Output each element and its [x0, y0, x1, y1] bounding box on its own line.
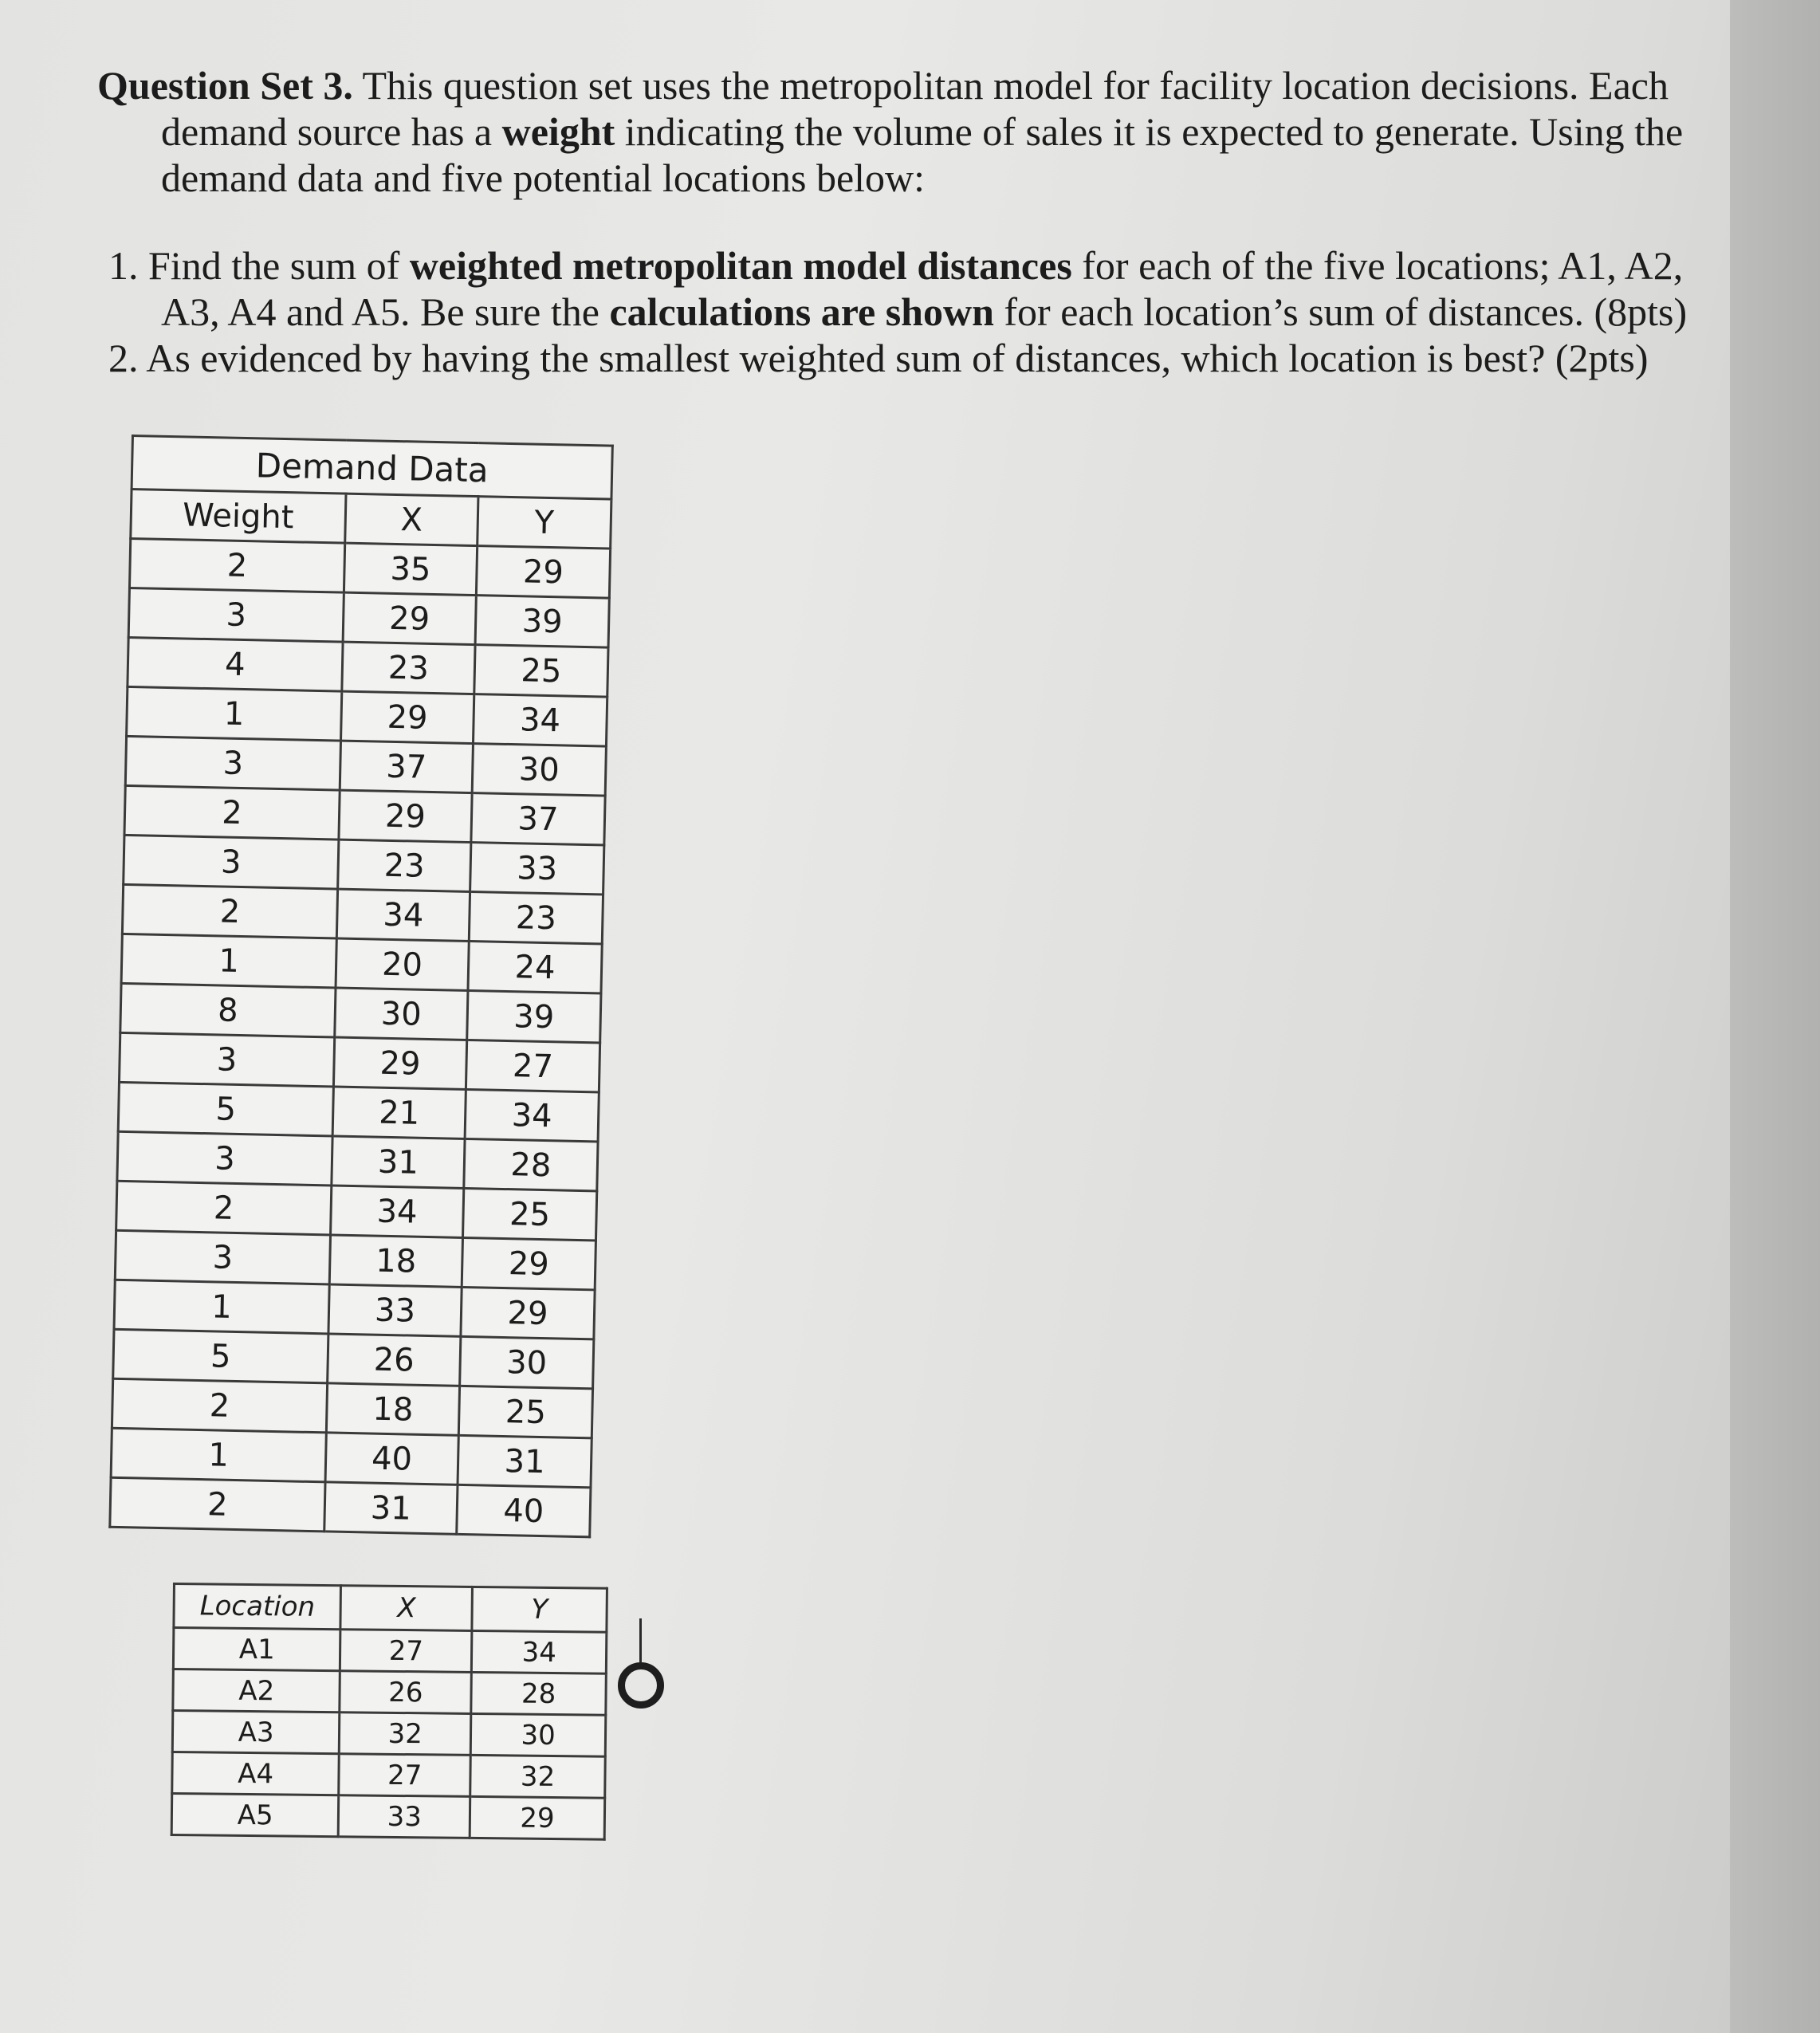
table-row [172, 1752, 606, 1799]
y-cell: 29 [461, 1287, 595, 1339]
y-cell: 40 [457, 1484, 591, 1536]
question-2-number: 2. [108, 336, 139, 380]
y-cell: 34 [465, 1089, 599, 1141]
y-cell: 30 [472, 744, 606, 796]
header-weight: Weight [131, 490, 346, 544]
question-1-text-a: Find the sum of [138, 243, 410, 288]
intro-text-a: This question set uses the metropolitan model for facility location decisions. Each demand source has a [161, 63, 1669, 154]
location-cell: A3 [172, 1711, 340, 1754]
table-row [172, 1711, 606, 1757]
x-cell: 29 [333, 1037, 466, 1089]
y-cell: 24 [468, 942, 602, 993]
table-row [173, 1669, 607, 1716]
header-y: Y [472, 1587, 607, 1632]
cursor-ring-icon [618, 1662, 664, 1709]
y-cell: 27 [466, 1040, 599, 1091]
monitor-bezel-edge [1730, 0, 1820, 2033]
weight-cell: 2 [112, 1378, 327, 1433]
x-cell: 18 [329, 1235, 462, 1287]
question-set [97, 62, 1716, 381]
x-cell: 31 [332, 1136, 465, 1188]
weight-cell: 2 [129, 539, 344, 593]
location-cell: A2 [173, 1669, 340, 1713]
table-row [110, 1477, 591, 1537]
y-cell: 39 [467, 990, 601, 1042]
question-list [97, 242, 1716, 381]
y-cell: 23 [469, 892, 603, 944]
location-table-header-row [174, 1584, 607, 1633]
weight-cell: 3 [128, 588, 344, 642]
x-cell: 40 [325, 1433, 458, 1484]
question-1-bold-2: calculations are shown [609, 289, 994, 334]
weight-cell: 2 [122, 884, 337, 938]
weight-cell: 3 [115, 1230, 330, 1284]
y-cell: 31 [458, 1435, 592, 1487]
x-cell: 37 [340, 741, 473, 792]
cursor-stem [639, 1618, 642, 1662]
weight-cell: 3 [124, 835, 339, 889]
location-cell: A4 [172, 1752, 340, 1795]
x-cell: 27 [339, 1754, 470, 1797]
x-cell: 26 [340, 1671, 471, 1714]
x-cell: 33 [339, 1795, 470, 1838]
x-cell: 26 [328, 1334, 461, 1386]
weight-cell: 1 [121, 934, 336, 988]
intro-text-b: indicating the volume of sales it is expected to generate. Using the demand data and five potential locations below: [161, 109, 1684, 200]
table-row [173, 1628, 607, 1674]
y-cell: 25 [474, 645, 608, 697]
intro-weight-term: weight [501, 109, 615, 154]
x-cell: 35 [344, 543, 477, 595]
x-cell: 29 [340, 691, 474, 743]
x-cell: 30 [335, 988, 468, 1040]
y-cell: 30 [460, 1336, 594, 1388]
question-1-text-b: for each of the five locations; A1, A2, A3, A4 and A5. Be sure the [161, 243, 1684, 334]
x-cell: 18 [326, 1383, 459, 1435]
y-cell: 30 [470, 1713, 605, 1756]
header-x: X [345, 494, 478, 545]
weight-cell: 8 [120, 983, 336, 1037]
weight-cell: 3 [119, 1032, 334, 1087]
y-cell: 28 [464, 1138, 598, 1190]
x-cell: 33 [328, 1284, 462, 1336]
weight-cell: 3 [117, 1131, 332, 1186]
x-cell: 21 [332, 1087, 466, 1138]
x-cell: 32 [340, 1713, 471, 1756]
weight-cell: 5 [118, 1082, 333, 1136]
x-cell: 23 [342, 642, 475, 694]
y-cell: 28 [471, 1672, 606, 1715]
y-cell: 29 [476, 546, 610, 598]
weight-cell: 2 [124, 785, 340, 840]
demand-table-title: Demand Data [132, 436, 612, 500]
x-cell: 27 [340, 1630, 472, 1673]
weight-cell: 1 [114, 1280, 329, 1334]
weight-cell: 2 [110, 1477, 325, 1532]
y-cell: 25 [458, 1386, 592, 1437]
x-cell: 34 [330, 1186, 463, 1237]
question-2-text: As evidenced by having the smallest weighted sum of distances, which location is best? (2pts) [138, 336, 1649, 380]
x-cell: 20 [336, 938, 469, 990]
location-cell: A1 [173, 1628, 340, 1671]
x-cell: 23 [338, 840, 471, 891]
demand-data-table [108, 435, 614, 1538]
weight-cell: 1 [111, 1428, 326, 1482]
y-cell: 34 [473, 694, 607, 746]
y-cell: 32 [470, 1755, 605, 1798]
y-cell: 33 [470, 843, 604, 895]
y-cell: 29 [470, 1796, 604, 1839]
location-cell: A5 [171, 1794, 339, 1837]
question-1-number: 1. [108, 243, 139, 288]
weight-cell: 1 [127, 686, 342, 741]
x-cell: 29 [339, 790, 472, 842]
question-1-bold-1: weighted metropolitan model distances [409, 243, 1072, 288]
y-cell: 25 [462, 1188, 596, 1240]
x-cell: 29 [343, 592, 476, 644]
question-intro [97, 62, 1716, 201]
weight-cell: 2 [116, 1181, 332, 1235]
x-cell: 31 [324, 1482, 458, 1534]
question-title: Question Set 3. [97, 63, 353, 108]
y-cell: 39 [475, 596, 609, 647]
y-cell: 34 [472, 1630, 607, 1673]
header-location: Location [174, 1584, 341, 1630]
question-2 [97, 335, 1716, 381]
header-y: Y [478, 497, 611, 549]
weight-cell: 4 [128, 637, 343, 691]
y-cell: 37 [471, 793, 605, 845]
x-cell: 34 [336, 889, 470, 941]
table-row [171, 1794, 605, 1840]
location-table [171, 1583, 608, 1841]
y-cell: 29 [462, 1237, 596, 1289]
header-x: X [340, 1586, 472, 1631]
question-1-text-c: for each location’s sum of distances. (8pts) [993, 289, 1688, 334]
weight-cell: 5 [113, 1329, 328, 1383]
weight-cell: 3 [125, 736, 340, 790]
question-1 [97, 242, 1716, 335]
